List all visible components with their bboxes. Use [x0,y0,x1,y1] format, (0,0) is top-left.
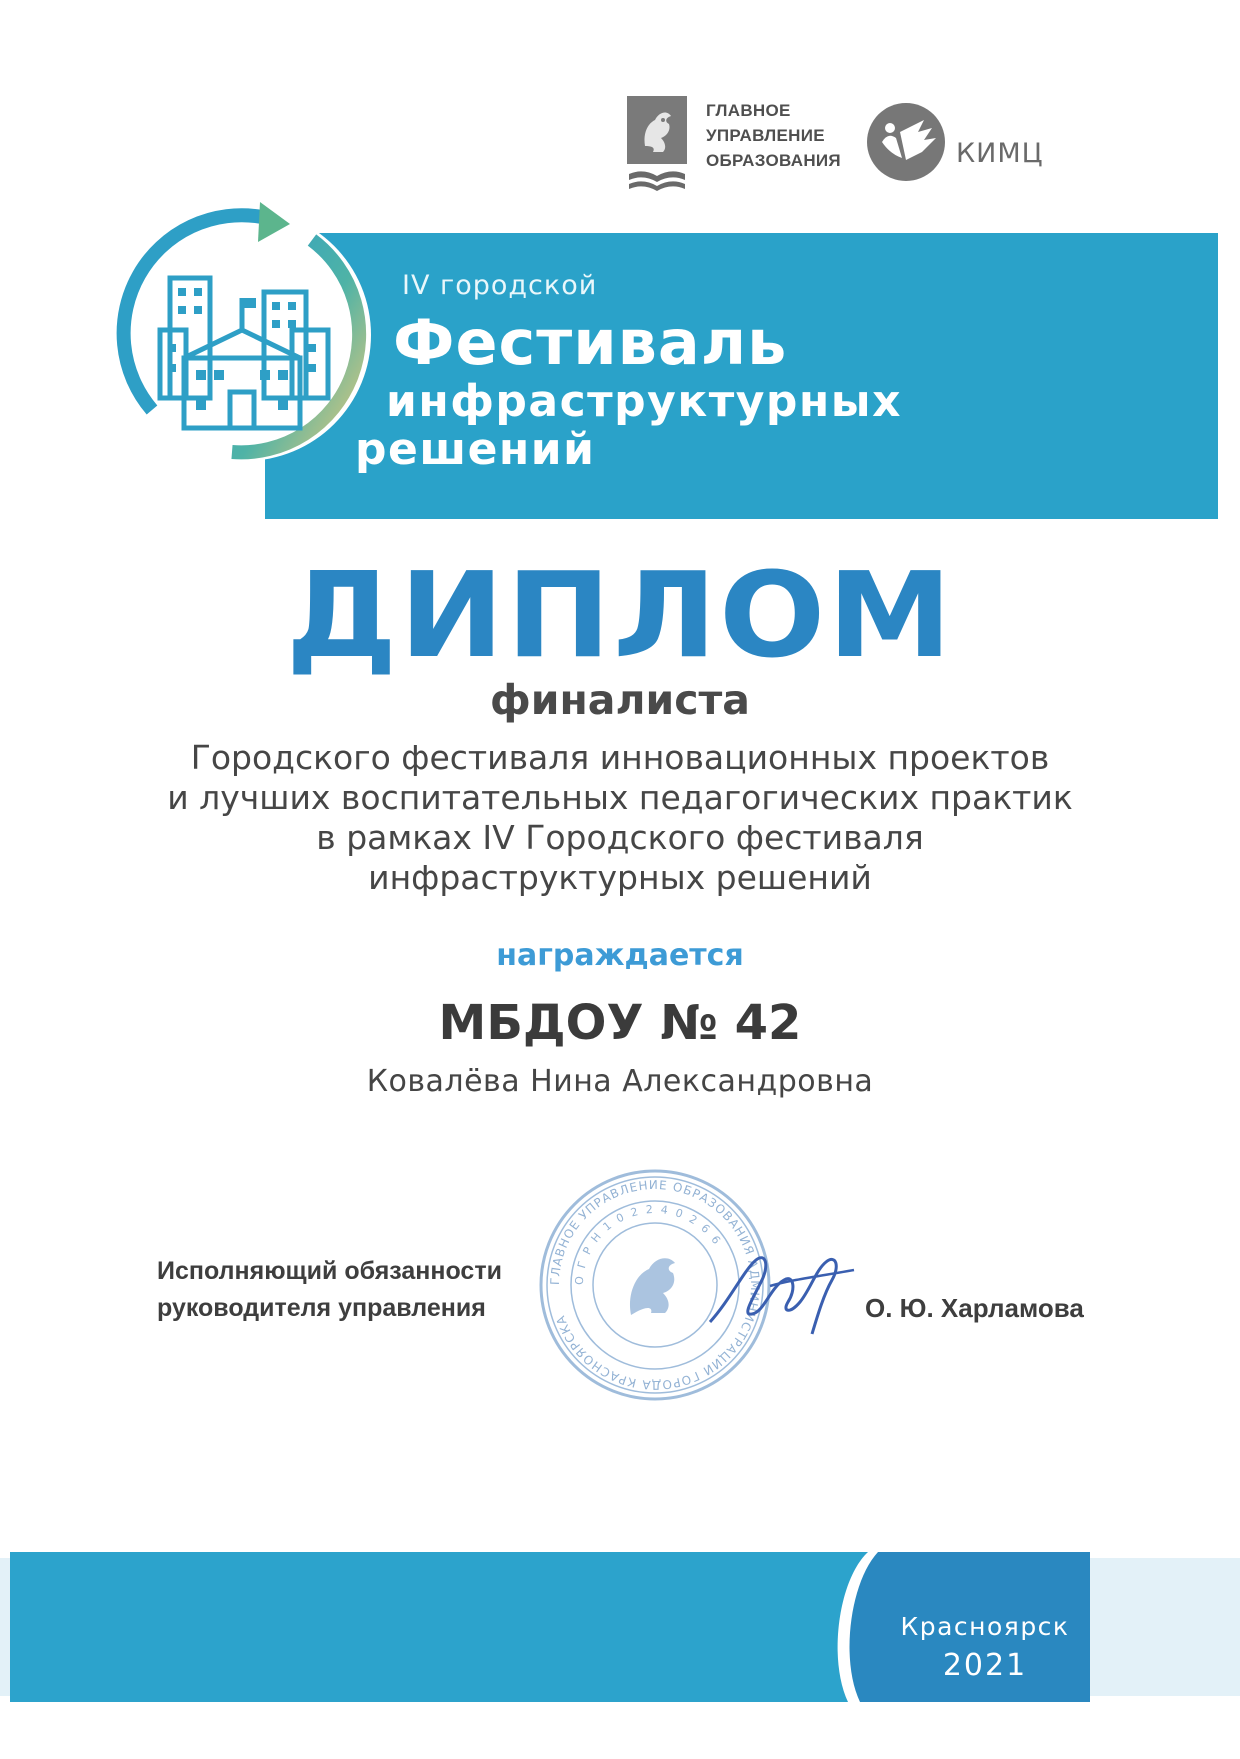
description-line: и лучших воспитательных педагогических практик [167,778,1073,817]
diploma-heading: ДИПЛОМ [285,546,955,684]
awarded-organization: МБДОУ № 42 [438,995,802,1051]
department-name [706,98,841,173]
awarded-label: награждается [496,938,744,973]
kimc-logo-icon [866,102,946,182]
footer-year: 2021 [942,1648,1028,1683]
department-line: УПРАВЛЕНИЕ [706,126,825,145]
city-crest-logo [625,94,689,192]
awarded-person: Ковалёва Нина Александровна [366,1064,874,1099]
signer-role-line: Исполняющий обязанности [157,1257,502,1285]
stamp-ogrn: О Г Р Н 1 0 2 2 4 0 2 6 6 [572,1202,725,1286]
festival-edition: IV городской [402,270,598,301]
description-line: в рамках IV Городского фестиваля [316,818,924,857]
department-line: ГЛАВНОЕ [706,101,791,120]
signer-role [157,1253,502,1327]
stamp-text: ГЛАВНОЕ УПРАВЛЕНИЕ ОБРАЗОВАНИЯ АДМИНИСТРАЦИИ ГОРОДА КРАСНОЯРСКА [547,1177,763,1393]
footer-band [0,1530,1240,1755]
festival-emblem-icon [112,180,382,470]
festival-title: Фестиваль [393,306,788,379]
footer-city: Красноярск [900,1612,1070,1641]
signer-name: О. Ю. Харламова [865,1293,1084,1323]
festival-subtitle-line1: инфраструктурных [386,376,902,427]
festival-subtitle-line2: решений [355,424,596,475]
kimc-label: КИМЦ [956,138,1044,169]
diploma-subheading: финалиста [490,676,750,724]
description-line: инфраструктурных решений [368,858,872,897]
description-line: Городского фестиваля инновационных проектов [190,738,1050,777]
department-line: ОБРАЗОВАНИЯ [706,151,841,170]
signer-role-line: руководителя управления [157,1294,486,1322]
diploma-description [0,738,1240,898]
handwritten-signature [700,1230,860,1350]
